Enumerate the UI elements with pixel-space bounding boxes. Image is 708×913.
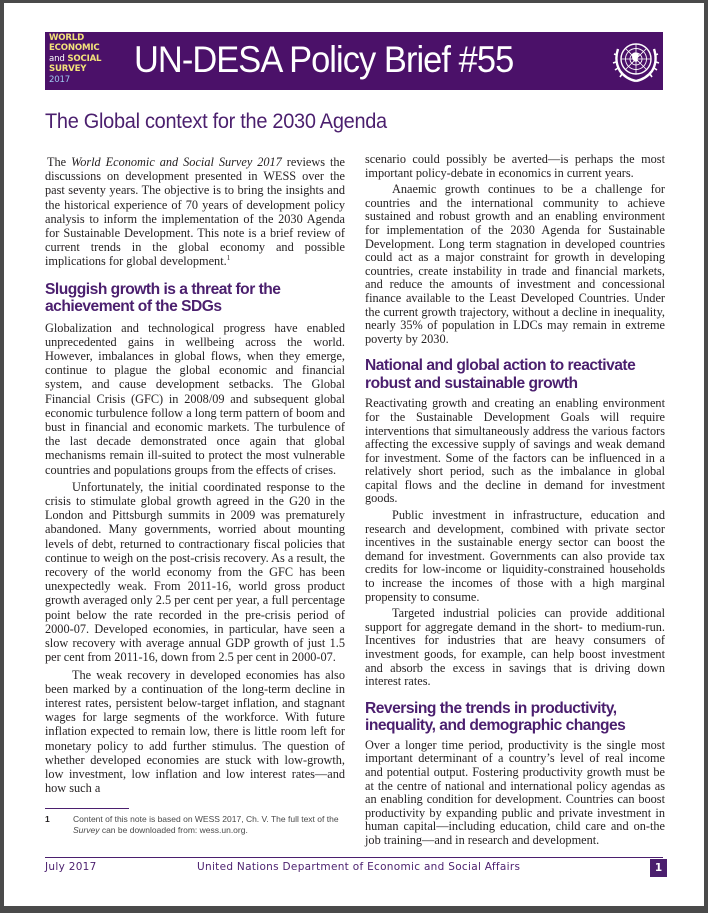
footnote-survey-italic: Survey [73,825,100,835]
body-paragraph: Unfortunately, the initial coordinated response to the crisis to stimulate global growth agreed in the G20 in the London and Pittsburgh summits in 2009 was prematurely abandoned. Many governments, worried about mounting levels of debt, returned to contractionary fiscal policies that continue to weigh on the post-crisis recovery. As a result, the recovery of the world economy from the GFC has been unexpectedly weak. From 2011-16, world gross product growth averaged only 2.5 per cent per year, a full percentage point below the rate recorded in the pre-crisis period of 2000-07. Developed economies, in particular, have seen a slow recovery with average annual GDP growth of just 1.5 per cent from 2011-16, down from 2.5 per cent in 2000-07. [45,479,345,665]
footnote-divider [45,808,129,809]
survey-title-italic: World Economic and Social Survey 2017 [71,155,282,169]
wess-logo-line: SURVEY [49,64,87,75]
body-paragraph: Globalization and technological progress have enabled unprecedented gains in wellbeing across the world. However, imbalances in global flows, when they emerge, continue to plague the global economic and financial system, and cause development setbacks. The Global Financial Crisis (GFC) in 2008/09 and subsequent global economic turbulence follow a long term pattern of boom and bust in financial and economic markets. The turbulence of the last decade demonstrated once again that global mechanisms remain ill-suited to protect the most vulnerable countries and populations groups from the effects of crises. [45,320,345,477]
wess-logo-line: ECONOMIC [49,43,100,54]
section-heading-national-global-action: National and global action to reactivate robust and sustainable growth [365,357,636,392]
body-paragraph: Reactivating growth and creating an enabling environment for the Sustainable Development Goals will require interventions that simultaneously address the various factors affecting the excessive supply of savings and weak demand for investment. Some of the factors can be influenced in a relatively short period, such as the imbalance in global capital flows and the decline in demand for investment goods. [365,396,665,506]
footer-organization: United Nations Department of Economic and Social Affairs [197,861,521,873]
intro-text: reviews the discussions on development presented in WESS over the past seventy years. The objective is to bring the insights and the historical experience of 70 years of development policy analysis to inform the implementation of the 2030 Agenda for Sustainable Development. This note is a brief review of current trends in the global economy and possible implications for global development. [45,155,346,269]
body-paragraph: Public investment in infrastructure, education and research and development, combined with private sector incentives in the sustainable energy sector can boost the demand for investment. Governments can also provide tax credits for low-income or liquidity-constrained households to increase the incomes of those with a high marginal propensity to consume. [365,508,665,604]
footnote-text-part: Content of this note is based on WESS 2017, Ch. V. The full text of the [73,814,339,824]
wess-logo-year: 2017 [49,74,71,85]
intro-text: The [47,155,72,169]
wess-logo-line: WORLD [49,33,85,43]
body-paragraph: Anaemic growth continues to be a challenge for countries and the international community to achieve sustained and robust growth and an enabling environment for implementation of the 2030 Agenda for Sustainable Development. Long term stagnation in developed countries could act as a major constraint for growth in developing countries, create instability in trade and financial markets, and reduce the amounts of investment and concessional finance available to the Least Developed Countries. Under the current growth trajectory, without a decline in inequality, nearly 35% of population in LDCs may remain in extreme poverty by 2030. [365,182,665,346]
document-page [4,3,704,906]
page-number: 1 [650,859,667,877]
footnote-text-part: can be downloaded from: wess.un.org. [99,825,248,835]
body-paragraph: scenario could possibly be averted—is perhaps the most important policy-debate in economics in current years. [365,152,665,180]
wess-logo-social: SOCIAL [67,53,102,64]
footnote-ref[interactable]: 1 [226,254,231,263]
footer-date: July 2017 [45,861,97,873]
body-paragraph: Targeted industrial policies can provide additional support for aggregate demand in the short- to medium-run. Incentives for industries that are heavy consumers of investment goods, for example, can help boost investment and absorb the excess in savings that is driving down interest rates. [365,606,665,689]
brief-title: UN-DESA Policy Brief #55 [134,39,514,80]
page-title: The Global context for the 2030 Agenda [45,110,387,133]
un-emblem-icon [610,35,662,87]
header-banner [45,32,663,90]
footnote-number: 1 [45,814,50,824]
section-heading-sluggish-growth: Sluggish growth is a threat for the achievement of the SDGs [45,280,281,316]
body-paragraph: The weak recovery in developed economies has also been marked by a continuation of the long-term decline in interest rates, persistent below-target inflation, and stagnant wages for large segments of the workforce. With future inflation expected to remain low, there is little room left for monetary policy to add further stimulus. The question of whether developed economies are stuck with low-growth, low investment, low inflation and low interest rates—and how such a [45,667,345,796]
footer-divider [45,857,663,858]
footnote-text [73,814,345,836]
footnote [45,814,345,836]
body-paragraph: Over a longer time period, productivity is the single most important determinant of a country’s level of real income and potential output. Fostering productivity growth must be at the centre of national and international policy agendas as an enabling condition for development. Countries can boost productivity by expanding public and private investment in human capital—including education, child care and on-the job training—and in research and development. [365,737,665,847]
wess-logo-and: and [49,53,65,64]
left-column [45,155,345,798]
section-heading-reversing-trends: Reversing the trends in productivity, inequality, and demographic changes [365,699,626,735]
intro-paragraph [45,155,345,269]
right-column [365,153,665,851]
wess-logo [49,33,101,85]
